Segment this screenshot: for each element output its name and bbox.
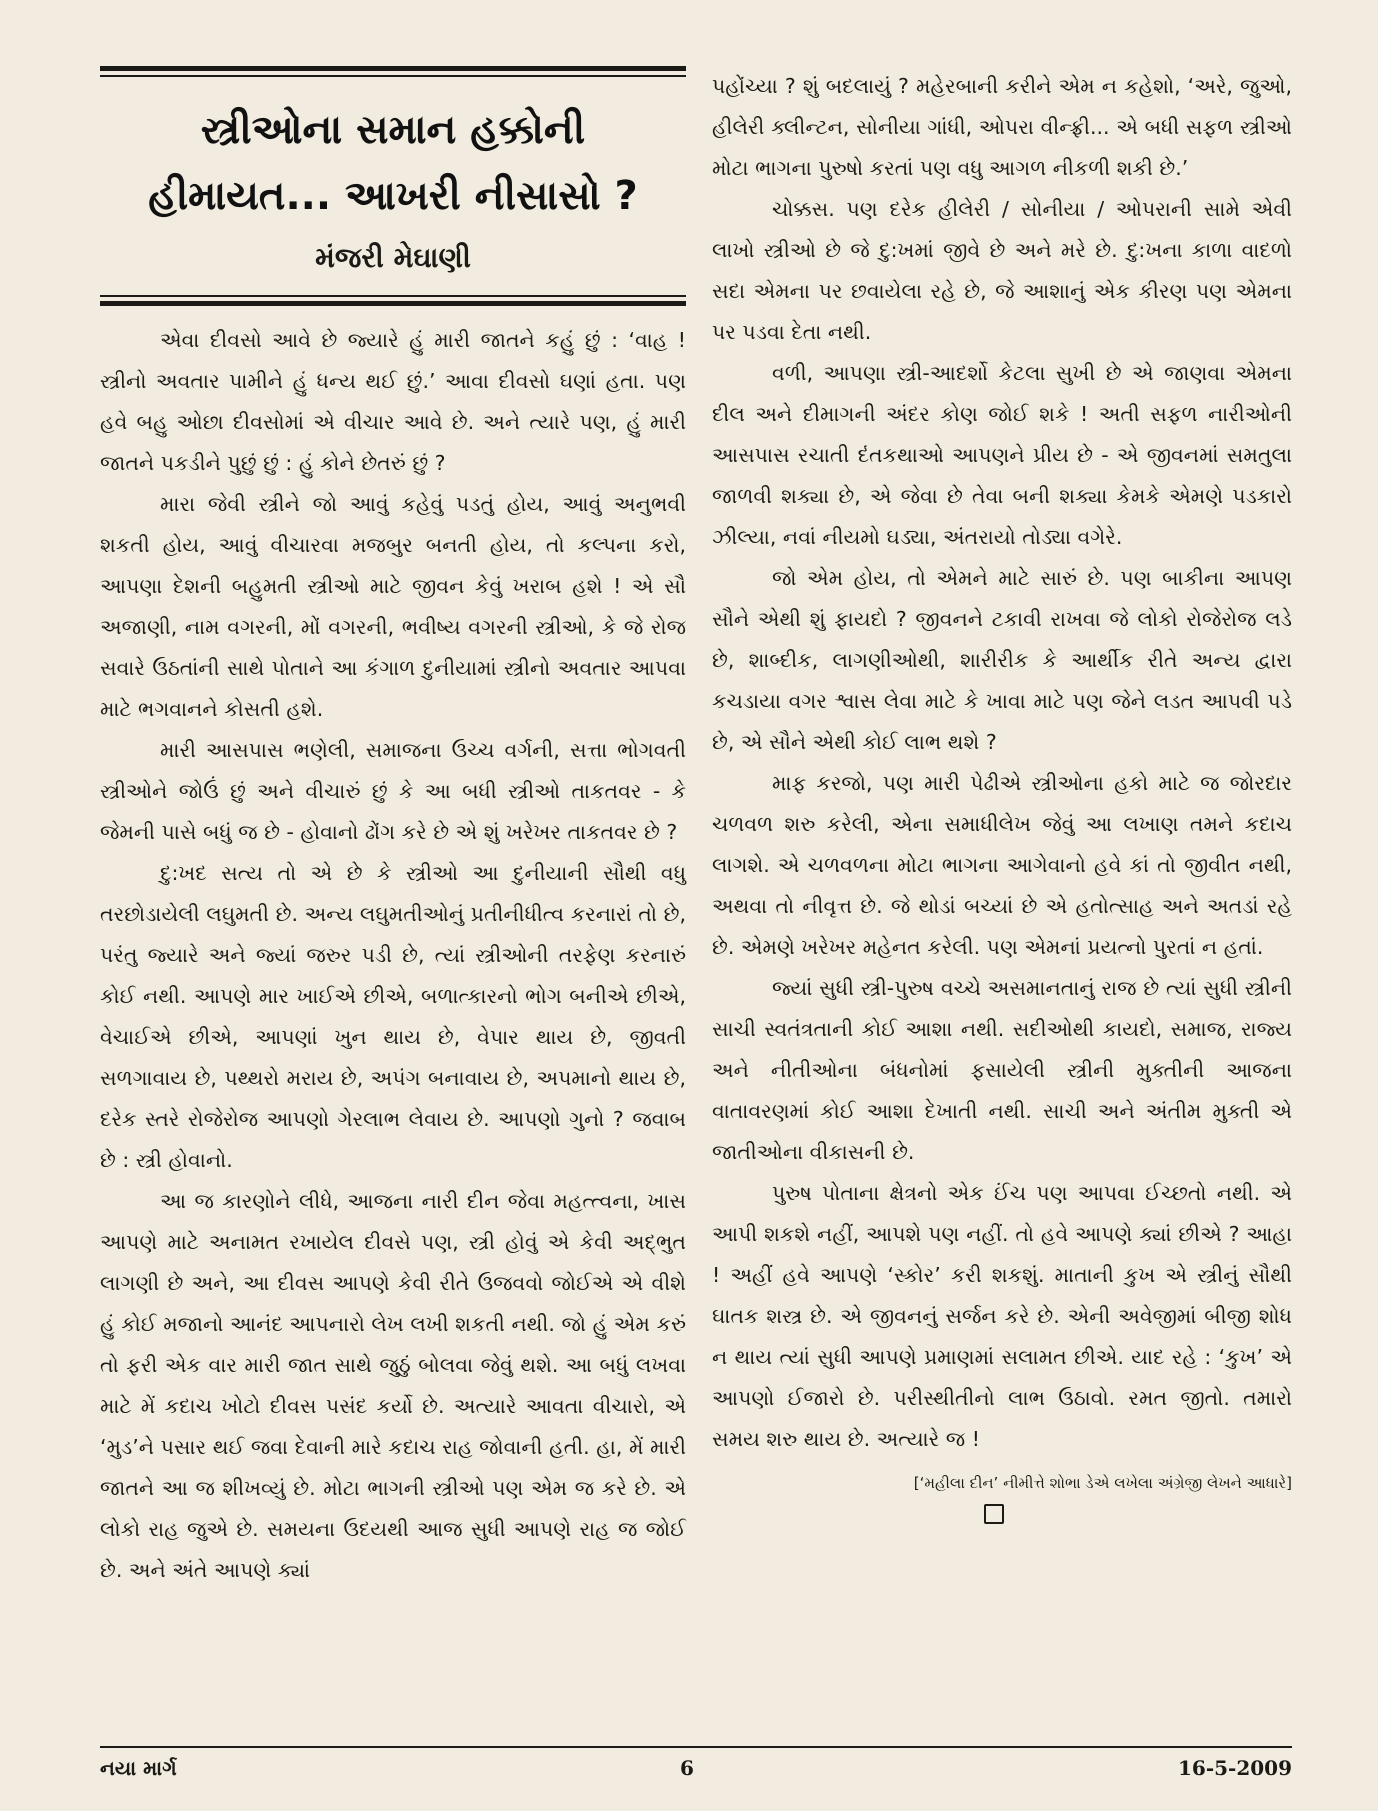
paragraph: ચોક્કસ. પણ દરેક હીલેરી / સોનીયા / ઓપરાની સામે એવી લાખો સ્ત્રીઓ છે જે દુ:ખમાં જીવે છે અને મરે છે. દુ:ખના કાળા વાદળો સદા એમના પર છવાયેલા રહે છે, જે આશાનું એક કીરણ પણ એમના પર પડવા દેતા નથી. [712, 197, 1292, 344]
paragraph: મારી આસપાસ ભણેલી, સમાજના ઉચ્ચ વર્ગની, સત્તા ભોગવતી સ્ત્રીઓને જોઉં છું અને વીચારું છું કે આ બધી સ્ત્રીઓ તાકતવર - કે જેમની પાસે બધું જ છે - હોવાનો ઢોંગ કરે છે એ શું ખરેખર તાકતવર છે ? [100, 738, 686, 844]
header-rule-top-thin [100, 75, 686, 77]
author-name: મંજરી મેઘાણી [315, 241, 471, 274]
title-line-1: સ્ત્રીઓના સમાન હક્કોની [200, 107, 586, 153]
article-title [100, 97, 686, 229]
footer-rule [100, 1746, 1292, 1748]
paragraph: પુરુષ પોતાના ક્ષેત્રનો એક ઈંચ પણ આપવા ઈચ્છતો નથી. એ આપી શકશે નહીં, આપશે પણ નહીં. તો હવે આપણે ક્યાં છીએ ? આહા ! અહીં હવે આપણે ‘સ્કોર’ કરી શકશું. માતાની કુખ એ સ્ત્રીનું સૌથી ઘાતક શસ્ત્ર છે. એ જીવનનું સર્જન કરે છે. એની અવેજીમાં બીજી શોધ ન થાય ત્યાં સુધી આપણે પ્રમાણમાં સલામત છીએ. યાદ રહે : ‘કુખ’ એ આપણો ઈજારો છે. પરીસ્થીતીનો લાભ ઉઠાવો. રમત જીતો. તમારો સમય શરુ થાય છે. અત્યારે જ ! [712, 1181, 1292, 1451]
page-number: 6 [680, 1756, 694, 1780]
paragraph: એવા દીવસો આવે છે જ્યારે હું મારી જાતને કહું છું : ‘વાહ ! સ્ત્રીનો અવતાર પામીને હું ધન્ય થઈ છું.’ આવા દીવસો ઘણાં હતા. પણ હવે બહુ ઓછા દીવસોમાં એ વીચાર આવે છે. અને ત્યારે પણ, હું મારી જાતને પકડીને પુછું છું : હું કોને છેતરું છું ? [100, 328, 686, 475]
header-rule-bottom-thin [100, 295, 686, 297]
paragraph: દુ:ખદ સત્ય તો એ છે કે સ્ત્રીઓ આ દુનીયાની સૌથી વધુ તરછોડાયેલી લઘુમતી છે. અન્ય લઘુમતીઓનું પ્રતીનીધીત્વ કરનારાં તો છે, પરંતુ જ્યારે અને જ્યાં જરુર પડી છે, ત્યાં સ્ત્રીઓની તરફેણ કરનારું કોઈ નથી. આપણે માર ખાઈએ છીએ, બળાત્કારનો ભોગ બનીએ છીએ, વેચાઈએ છીએ, આપણાં ખુન થાય છે, વેપાર થાય છે, જીવતી સળગાવાય છે, પથ્થરો મરાય છે, અપંગ બનાવાય છે, અપમાનો થાય છે, દરેક સ્તરે રોજેરોજ આપણો ગેરલાભ લેવાય છે. આપણો ગુનો ? જવાબ છે : સ્ત્રી હોવાનો. [100, 861, 686, 1172]
paragraph: આ જ કારણોને લીધે, આજના નારી દીન જેવા મહત્ત્વના, ખાસ આપણે માટે અનામત રખાયેલ દીવસે પણ, સ્ત્રી હોવું એ કેવી અદ્ભુત લાગણી છે અને, આ દીવસ આપણે કેવી રીતે ઉજવવો જોઈએ એ વીશે હું કોઈ મજાનો આનંદ આપનારો લેખ લખી શકતી નથી. જો હું એમ કરું તો ફરી એક વાર મારી જાત સાથે જુઠું બોલવા જેવું થશે. આ બધું લખવા માટે મેં કદાચ ખોટો દીવસ પસંદ કર્યો છે. અત્યારે આવતા વીચારો, એ ‘મુડ’ને પસાર થઈ જવા દેવાની મારે કદાચ રાહ જોવાની હતી. હા, મેં મારી જાતને આ જ શીખવ્યું છે. મોટા ભાગની સ્ત્રીઓ પણ એમ જ કરે છે. એ લોકો રાહ જુએ છે. સમયના ઉદયથી આજ સુધી આપણે રાહ જ જોઈ છે. અને અંતે આપણે ક્યાં [100, 1189, 686, 1582]
paragraph: જ્યાં સુધી સ્ત્રી-પુરુષ વચ્ચે અસમાનતાનું રાજ છે ત્યાં સુધી સ્ત્રીની સાચી સ્વતંત્રતાની કોઈ આશા નથી. સદીઓથી કાયદો, સમાજ, રાજ્ય અને નીતીઓના બંધનોમાં ફસાયેલી સ્ત્રીની મુક્તીની આજના વાતાવરણમાં કોઈ આશા દેખાતી નથી. સાચી અને અંતીમ મુક્તી એ જાતીઓના વીકાસની છે. [712, 976, 1292, 1164]
paragraph-continuation: પહોંચ્યા ? શું બદલાયું ? મહેરબાની કરીને એમ ન કહેશો, ‘અરે, જુઓ, હીલેરી ક્લીન્ટન, સોનીયા ગાંધી, ઓપરા વીન્ફ્રી... એ બધી સફળ સ્ત્રીઓ મોટા ભાગના પુરુષો કરતાં પણ વધુ આગળ નીકળી શકી છે.’ [712, 74, 1292, 180]
paragraph: મારા જેવી સ્ત્રીને જો આવું કહેવું પડતું હોય, આવું અનુભવી શકતી હોય, આવું વીચારવા મજબુર બનતી હોય, તો કલ્પના કરો, આપણા દેશની બહુમતી સ્ત્રીઓ માટે જીવન કેવું ખરાબ હશે ! એ સૌ અજાણી, નામ વગરની, મોં વગરની, ભવીષ્ય વગરની સ્ત્રીઓ, કે જે રોજ સવારે ઉઠતાંની સાથે પોતાને આ કંગાળ દુનીયામાં સ્ત્રીનો અવતાર આપવા માટે ભગવાનને કોસતી હશે. [100, 492, 686, 721]
right-column [712, 66, 1292, 1524]
end-mark-icon [984, 1504, 1004, 1524]
paragraph: માફ કરજો, પણ મારી પેઢીએ સ્ત્રીઓના હકો માટે જ જોરદાર ચળવળ શરુ કરેલી, એના સમાધીલેખ જેવું આ લખાણ તમને કદાચ લાગશે. એ ચળવળના મોટા ભાગના આગેવાનો હવે કાં તો જીવીત નથી, અથવા તો નીવૃત્ત છે. જે થોડાં બચ્યાં છે એ હતોત્સાહ અને અતડાં રહે છે. એમણે ખરેખર મહેનત કરેલી. પણ એમનાં પ્રયત્નો પુરતાં ન હતાં. [712, 771, 1292, 959]
header-rule-top [100, 66, 686, 71]
publication-name: નયા માર્ગ [100, 1756, 177, 1780]
left-column [100, 66, 686, 1591]
paragraph: જો એમ હોય, તો એમને માટે સારું છે. પણ બાકીના આપણ સૌને એથી શું ફાયદો ? જીવનને ટકાવી રાખવા જે લોકો રોજેરોજ લડે છે, શાબ્દીક, લાગણીઓથી, શારીરીક કે આર્થીક રીતે અન્ય દ્વારા કચડાયા વગર શ્વાસ લેવા માટે કે ખાવા માટે પણ જેને લડત આપવી પડે છે, એ સૌને એથી કોઈ લાભ થશે ? [712, 566, 1292, 754]
source-credit: [‘મહીલા દીન’ નીમીત્તે શોભા ડેએ લખેલા અંગ્રેજી લેખને આધારે] [913, 1474, 1292, 1492]
paragraph: વળી, આપણા સ્ત્રી-આદર્શો કેટલા સુખી છે એ જાણવા એમના દીલ અને દીમાગની અંદર કોણ જોઈ શકે ! અતી સફળ નારીઓની આસપાસ રચાતી દંતકથાઓ આપણને પ્રીય છે - એ જીવનમાં સમતુલા જાળવી શક્યા છે, એ જેવા છે તેવા બની શક્યા કેમકે એમણે પડકારો ઝીલ્યા, નવાં નીયમો ઘડ્યા, અંતરાયો તોડ્યા વગેરે. [712, 361, 1292, 549]
header-rule-bottom [100, 301, 686, 306]
issue-date: 16-5-2009 [1177, 1756, 1292, 1780]
title-line-2: હીમાયત... આખરી નીસાસો ? [148, 173, 638, 219]
